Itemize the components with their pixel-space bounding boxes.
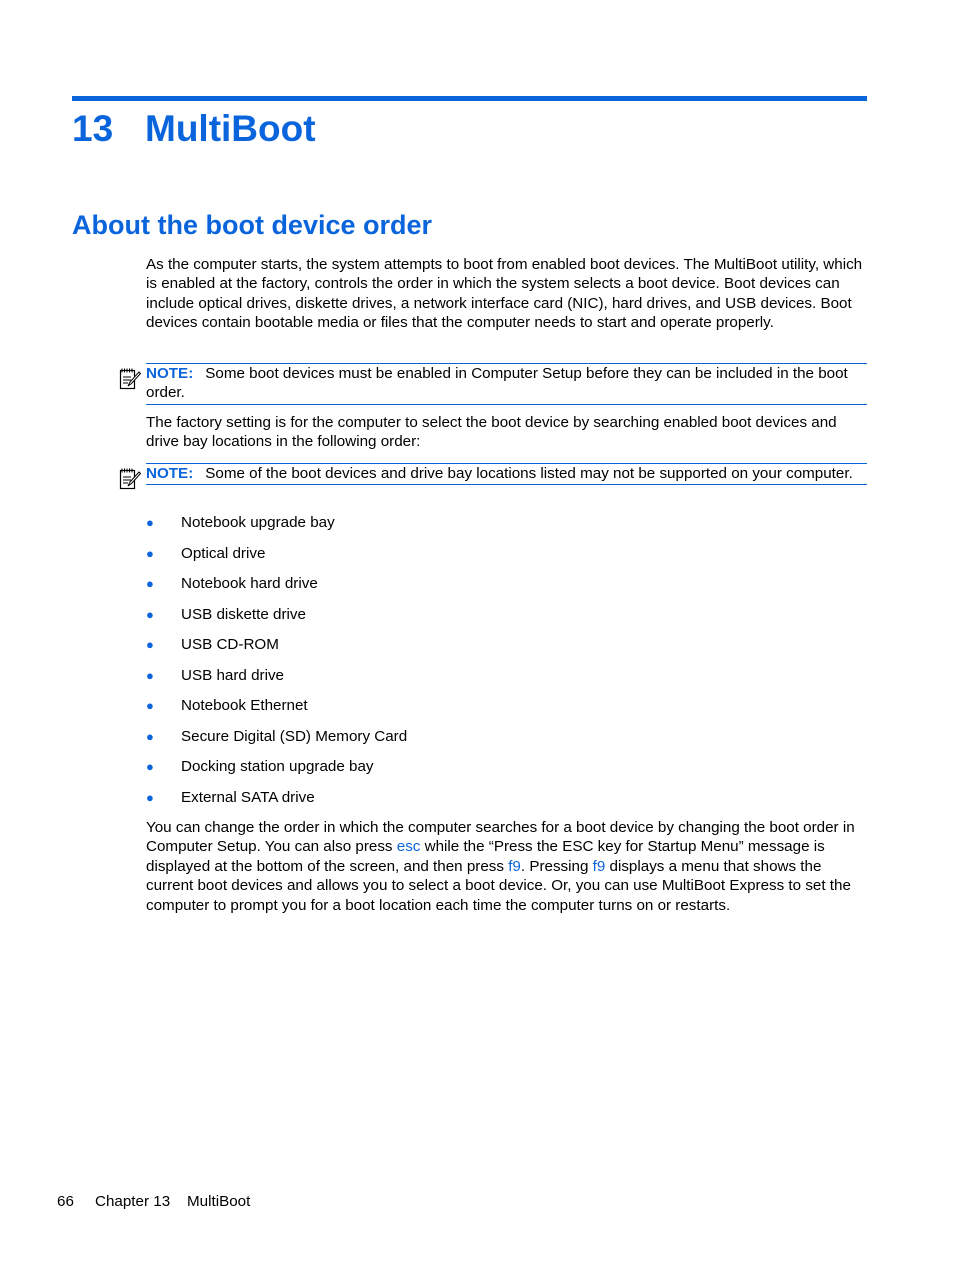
bullet-dot-icon: ●	[146, 545, 154, 561]
section-title: About the boot device order	[72, 210, 433, 240]
note-text: Some of the boot devices and drive bay locations listed may not be supported on your computer.	[205, 465, 853, 482]
bullet-dot-icon: ●	[146, 515, 154, 530]
footer-chapter: Chapter 13	[95, 1193, 171, 1210]
final-paragraph: You can change the order in which the computer searches for a boot device by changing the boot order in Computer Setup. You can also press esc while the “Press the ESC key for Startup Menu” message is displayed at the bottom of the screen, and then press f9. Pressing f9 displays a menu that shows the current boot devices and allows you to select a boot device. Or, you can use MultiBoot Express to set the computer to prompt you for a boot location each time the computer turns on or restarts.	[146, 819, 855, 914]
key-f9: f9	[508, 857, 521, 875]
chapter-title	[72, 104, 316, 154]
factory-paragraph: The factory setting is for the computer to select the boot device by searching enabled boot devices and drive bay locations in the following order:	[146, 414, 837, 451]
footer-title: MultiBoot	[187, 1193, 251, 1210]
bullet-dot-icon: ●	[146, 637, 154, 652]
intro-paragraph: As the computer starts, the system attempts to boot from enabled boot devices. The MultiBoot utility, which is enabled at the factory, controls the order in which the system selects a boot device. Boot devices can include optical drives, diskette drives, a network interface card (NIC), hard drives, and USB devices. Boot devices contain bootable media or files that the computer needs to start and operate properly.	[146, 256, 863, 332]
page-number: 66	[57, 1193, 74, 1210]
page-footer	[57, 1192, 250, 1212]
note-box	[146, 363, 867, 405]
bullet-dot-icon: ●	[146, 789, 154, 805]
chapter-rule	[72, 96, 867, 101]
bullet-dot-icon: ●	[146, 667, 154, 683]
note-label: NOTE:	[146, 365, 194, 382]
bullet-dot-icon: ●	[146, 606, 154, 622]
note-pad-icon	[118, 366, 142, 390]
key-f9: f9	[592, 857, 606, 875]
note-box	[146, 463, 867, 485]
note-text: Some boot devices must be enabled in Computer Setup before they can be included in the boot order.	[146, 365, 848, 402]
chapter-name: MultiBoot	[145, 108, 316, 149]
note-pad-icon	[118, 466, 142, 490]
bullet-dot-icon: ●	[146, 576, 154, 591]
note-label: NOTE:	[146, 465, 194, 482]
bullet-dot-icon: ●	[146, 759, 154, 774]
chapter-number: 13	[72, 108, 114, 149]
key-esc: esc	[396, 838, 421, 856]
bullet-dot-icon: ●	[146, 698, 154, 713]
bullet-dot-icon: ●	[146, 728, 154, 744]
